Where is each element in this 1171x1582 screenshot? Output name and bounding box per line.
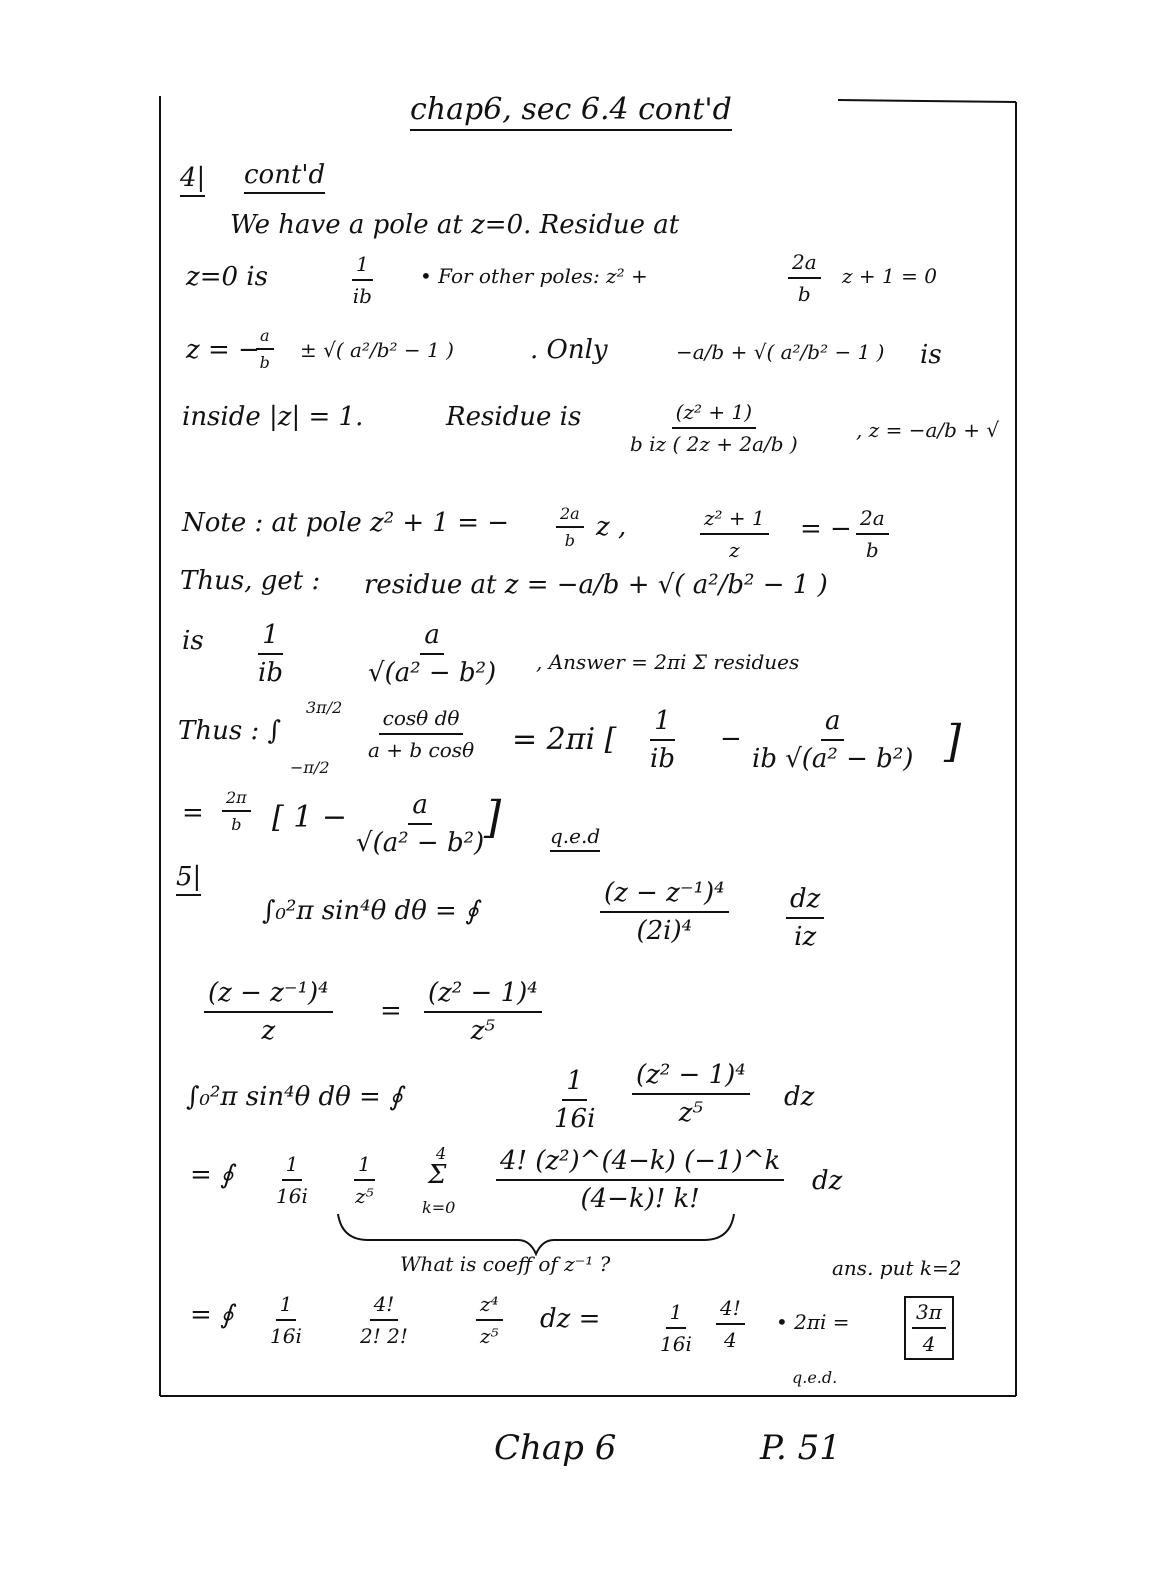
line-residue-z0: z=0 is — [186, 262, 268, 292]
coefficient-question: What is coeff of z⁻¹ ? — [400, 1252, 611, 1276]
final-answer-box: $\frac{3\pi}{4}$ — [904, 1296, 954, 1360]
final-equals: = ∮ — [190, 1300, 234, 1330]
final-dz-equals: dz = — [540, 1304, 601, 1334]
answer-sum-residues: , Answer = 2πi Σ residues — [536, 650, 800, 674]
int2-frac-z: $\frac{\text{(z² − 1)⁴}}{\text{z⁵}}$ — [632, 1060, 750, 1128]
bracket-frac-a: $\frac{a}{\text{ib √(a² − b²)}}$ — [752, 706, 914, 774]
frac-a-over-b: $\frac{a}{b}$ — [256, 326, 274, 372]
integral-lower-limit: −π/2 — [290, 758, 330, 777]
sum-frac-1-z5: $\frac{1}{\text{z⁵}}$ — [355, 1152, 374, 1208]
residue-1-over-ib: $\frac{1}{ib}$ — [352, 252, 372, 308]
final-frac-1-16i-b: $\frac{1}{16i}$ — [660, 1300, 692, 1356]
footer-chapter: Chap 6 — [494, 1428, 617, 1468]
identity-left: $\frac{\text{(z − z⁻¹)⁴}}{z}$ — [204, 978, 333, 1046]
note-equals: = − — [800, 514, 852, 544]
residue-is: Residue is — [446, 402, 582, 432]
thus-integral: Thus : ∫ — [178, 716, 282, 746]
other-poles-text: • For other poles: z² + — [420, 264, 648, 288]
bracket-minus: − — [720, 724, 742, 754]
problem-5-label: 5| — [176, 862, 201, 896]
is-text: is — [920, 340, 942, 370]
result-bracket-close: ] — [484, 792, 502, 843]
int2-dz: dz — [784, 1082, 815, 1112]
note-line: Note : at pole z² + 1 = − — [182, 508, 510, 538]
quadratic-tail: z + 1 = 0 — [842, 264, 937, 288]
sum-dz: dz — [812, 1166, 843, 1196]
problem-41-continued: cont'd — [244, 160, 325, 194]
answer-put-k2: ans. put k=2 — [832, 1256, 962, 1280]
integral-upper-limit: 3π/2 — [306, 698, 343, 717]
integrand-frac: $\frac{\text{cosθ dθ}}{\text{a + b cosθ}}$ — [368, 706, 475, 762]
residue-at-root: residue at z = −a/b + √( a²/b² − 1 ) — [364, 570, 828, 600]
final-frac-z: $\frac{\text{z⁴}}{\text{z⁵}}$ — [476, 1292, 503, 1348]
only-text: . Only — [530, 335, 608, 365]
qed-1: q.e.d — [550, 824, 600, 852]
final-frac-4f-4: $\frac{4!}{4}$ — [716, 1296, 745, 1352]
int2-frac-1-16i: $\frac{1}{16i}$ — [554, 1066, 596, 1134]
sum-lower: k=0 — [422, 1198, 456, 1217]
footer-page-number: P. 51 — [760, 1428, 841, 1468]
identity-equals: = — [380, 996, 402, 1026]
frac-minus-1-ib: $\frac{1}{ib}$ — [258, 620, 283, 688]
sum-sigma: Σ — [428, 1160, 447, 1190]
is-label: is — [182, 626, 204, 656]
sum-binomial-term: $\frac{\text{4! (z²)\textasciicircum{}(4−k) (−1)\textasciicircum{}k}}{(4-k)! k!}$ — [496, 1146, 784, 1214]
problem5-dz-iz: $\frac{dz}{iz}$ — [786, 884, 824, 952]
inside-unit-circle: inside |z| = 1. — [182, 402, 364, 432]
sum-frac-1-16i: $\frac{1}{16i}$ — [276, 1152, 308, 1208]
problem5-frac-1: $\frac{\text{(z − z⁻¹)⁴}}{\text{(2i)⁴}}$ — [600, 878, 729, 946]
sum-equals: = ∮ — [190, 1160, 234, 1190]
frac-a-sqrt: $\frac{a}{\text{√(a² − b²)}}$ — [368, 620, 497, 688]
qed-2: q.e.d. — [792, 1368, 838, 1387]
bracket-frac-1-ib: $\frac{1}{ib}$ — [650, 706, 675, 774]
line-pole-statement: We have a pole at z=0. Residue at — [230, 210, 680, 240]
thus-get: Thus, get : — [180, 566, 321, 596]
final-2pi: • 2πi = — [776, 1310, 850, 1334]
final-frac-factorials: $\frac{4!}{2! 2!}$ — [360, 1292, 408, 1348]
inside-root: −a/b + √( a²/b² − 1 ) — [676, 340, 885, 364]
residue-evaluated-at: , z = −a/b + √ — [856, 418, 1000, 442]
bracket-close: ] — [944, 716, 962, 767]
result-frac: $\frac{a}{\text{√(a² − b²)}}$ — [356, 790, 485, 858]
equals-2pi-bracket: = 2πi [ — [512, 722, 617, 757]
note-z: z , — [596, 512, 627, 542]
problem-41-label: 4| — [180, 163, 205, 197]
identity-right: $\frac{\text{(z² − 1)⁴}}{\text{z⁵}}$ — [424, 978, 542, 1046]
roots-z-equals: z = − — [186, 335, 260, 365]
sum-upper: 4 — [436, 1144, 447, 1163]
frac-2a-over-b: $\frac{2a}{b}$ — [788, 250, 821, 306]
note-frac-z2p1-z: $\frac{\text{z² + 1}}{z}$ — [700, 506, 769, 562]
note-frac-2a-b: $\frac{2a}{b}$ — [556, 504, 584, 550]
problem5-integral: ∫₀²π sin⁴θ dθ = ∮ — [262, 896, 479, 926]
problem5-integral-2: ∫₀²π sin⁴θ dθ = ∮ — [186, 1082, 403, 1112]
result-equals: = — [182, 798, 204, 828]
page-title: chap6, sec 6.4 cont'd — [410, 92, 732, 131]
note-frac-2a-b-2: $\frac{2a}{b}$ — [856, 506, 889, 562]
roots-sqrt: ± √( a²/b² − 1 ) — [300, 338, 454, 362]
residue-formula: $\frac{\text{(z² + 1)}}{\text{b iz ( 2z + 2a/b )}}$ — [630, 400, 798, 456]
final-frac-1-16i: $\frac{1}{16i}$ — [270, 1292, 302, 1348]
result-coef: $\frac{2\pi}{b}$ — [222, 788, 251, 834]
result-bracket-open: [ 1 − — [272, 800, 347, 835]
